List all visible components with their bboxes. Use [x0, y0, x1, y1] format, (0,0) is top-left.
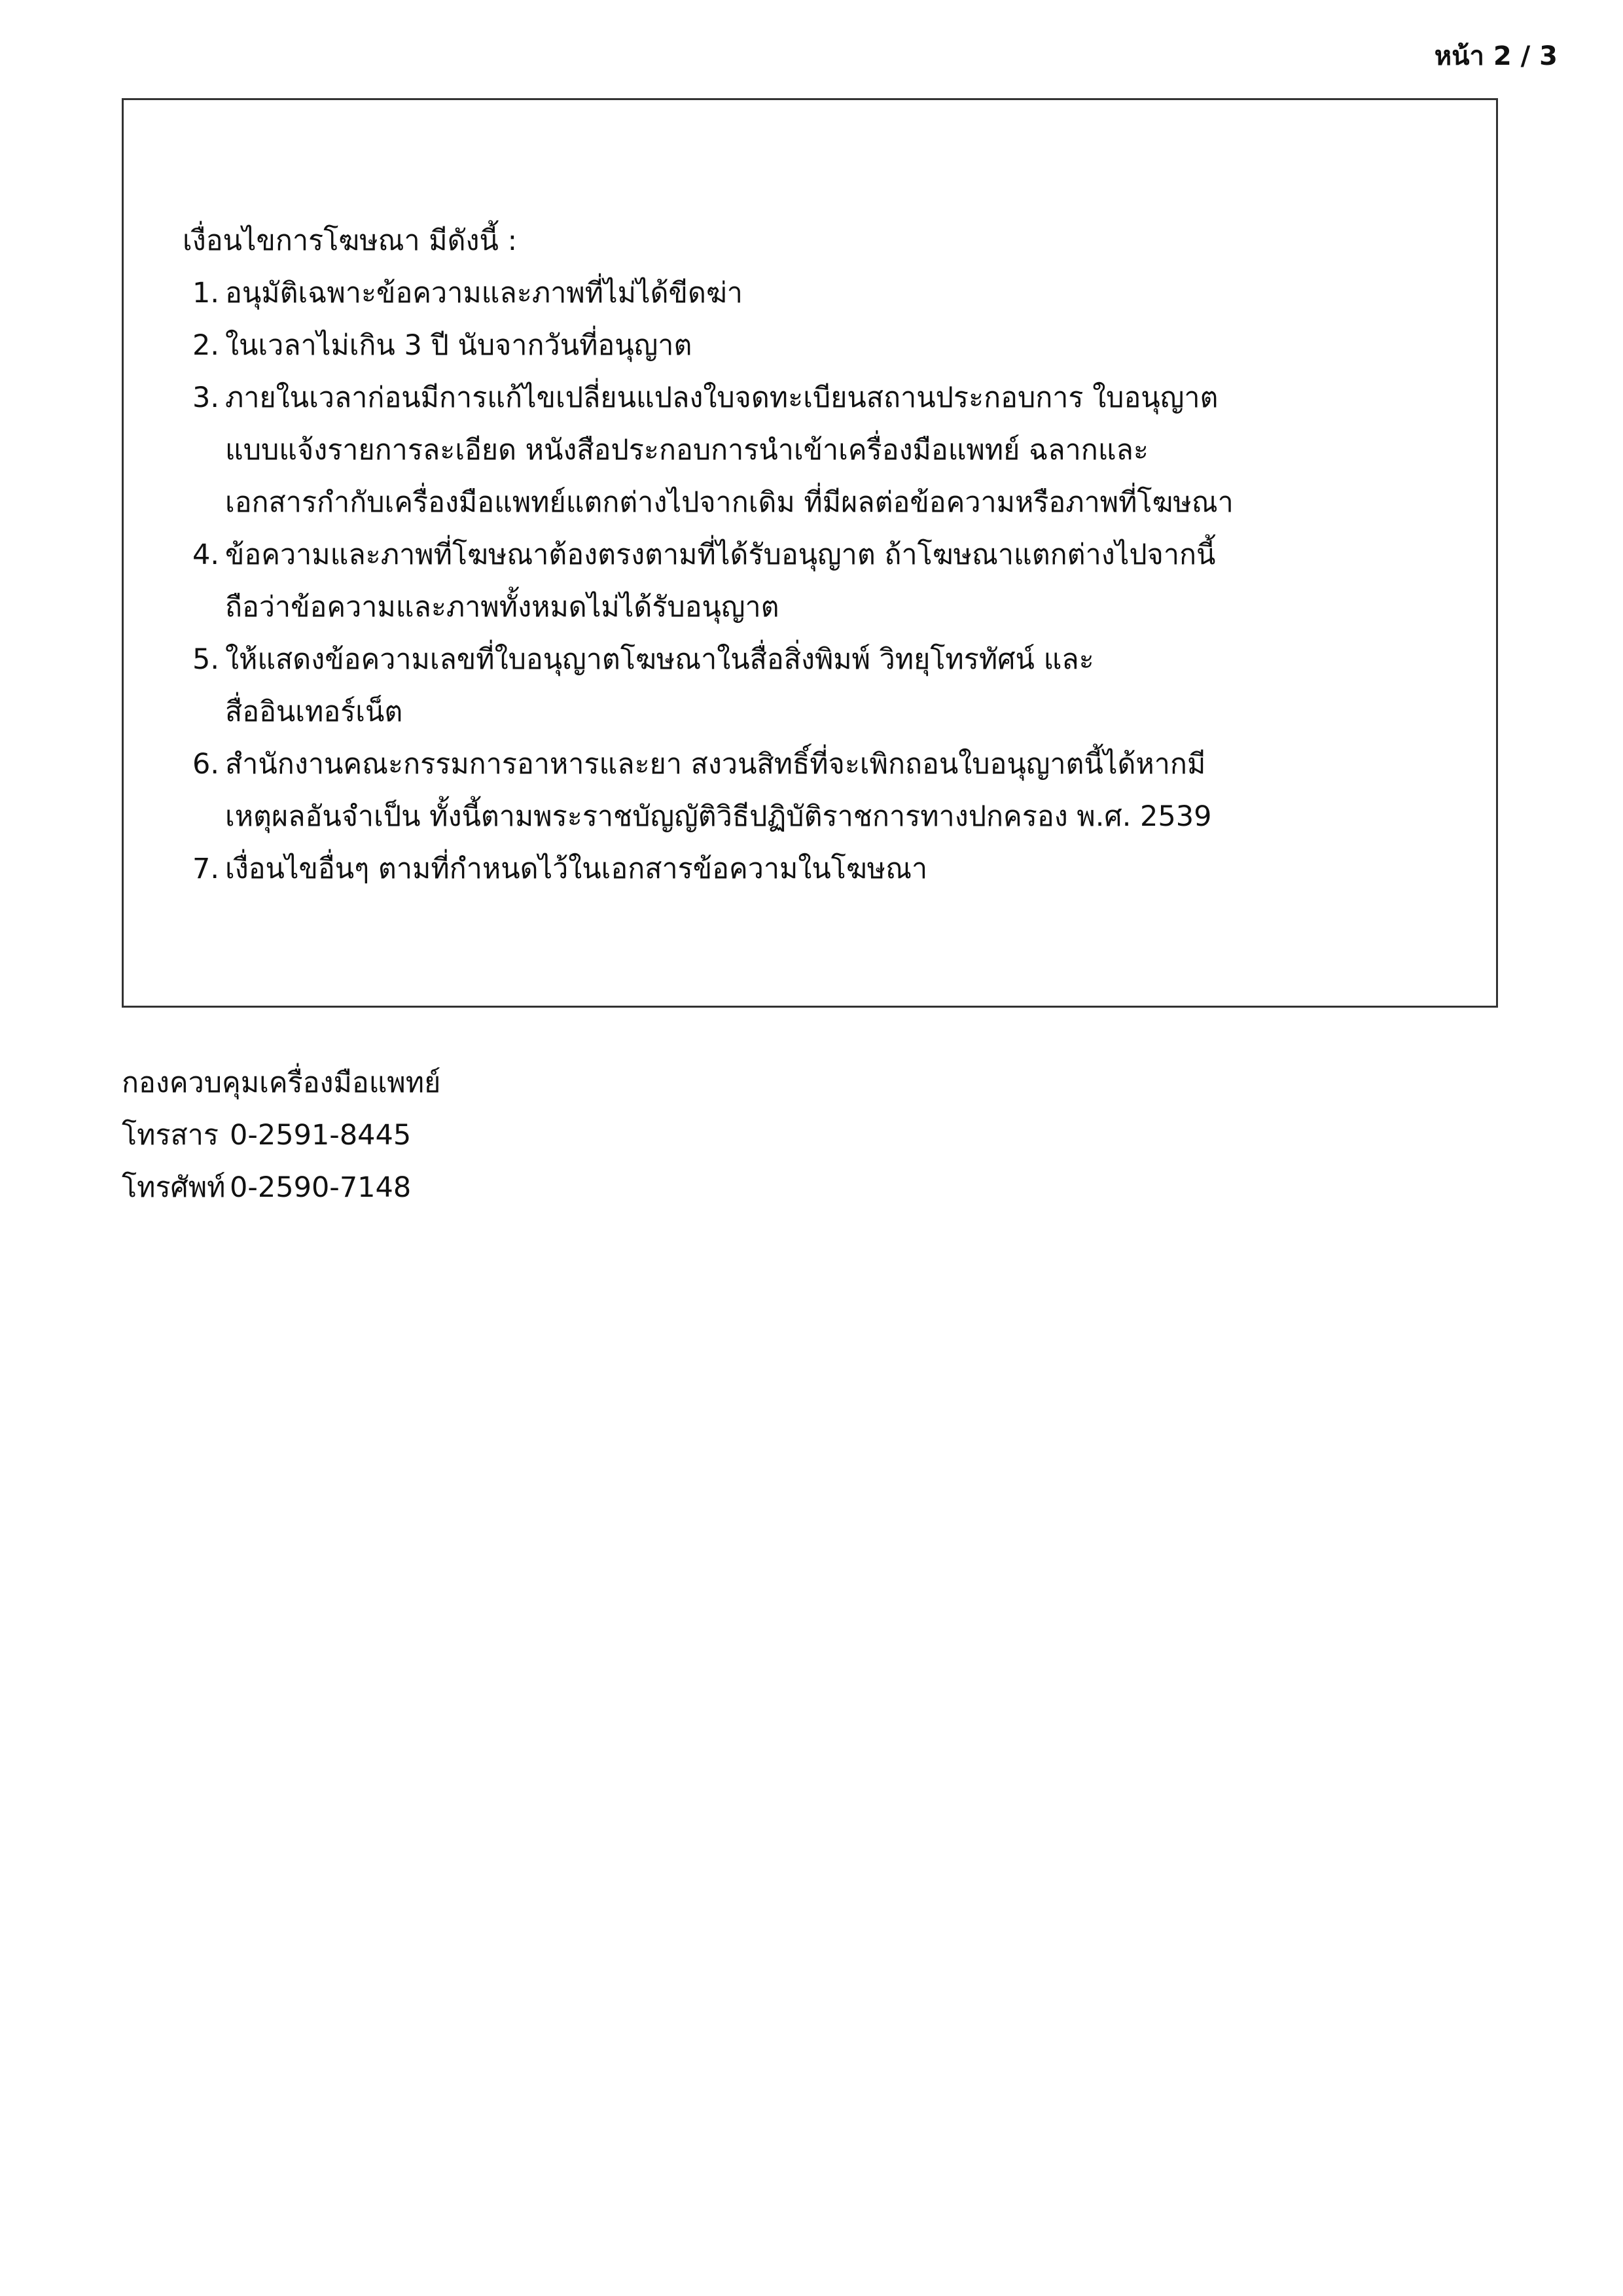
conditions-box — [122, 98, 1498, 1008]
conditions-list — [192, 267, 1475, 895]
condition-line: เอกสารกำกับเครื่องมือแพทย์แตกต่างไปจากเดิม ที่มีผลต่อข้อความหรือภาพที่โฆษณา — [225, 486, 1234, 519]
page-number: หน้า 2 / 3 — [1434, 41, 1558, 71]
condition-line: สื่ออินเทอร์เน็ต — [225, 696, 403, 728]
condition-line: เหตุผลอันจำเป็น ทั้งนี้ตามพระราชบัญญัติวิธีปฏิบัติราชการทางปกครอง พ.ศ. 2539 — [225, 800, 1212, 833]
condition-line: ถือว่าข้อความและภาพทั้งหมดไม่ได้รับอนุญาต — [225, 591, 779, 624]
condition-item-5 — [192, 633, 1475, 738]
conditions-heading: เงื่อนไขการโฆษณา มีดังนี้ : — [183, 224, 518, 257]
condition-item-1 — [192, 267, 1475, 319]
condition-text — [225, 267, 1475, 319]
condition-text — [225, 372, 1475, 529]
condition-item-7 — [192, 843, 1475, 895]
condition-item-4 — [192, 529, 1475, 633]
contact-block — [122, 1057, 440, 1214]
condition-line: สำนักงานคณะกรรมการอาหารและยา สงวนสิทธิ์ที่จะเพิกถอนใบอนุญาตนี้ได้หากมี — [225, 748, 1206, 781]
condition-line: ในเวลาไม่เกิน 3 ปี นับจากวันที่อนุญาต — [225, 329, 692, 362]
condition-number: 5. — [192, 643, 220, 676]
condition-line: ข้อความและภาพที่โฆษณาต้องตรงตามที่ได้รับอนุญาต ถ้าโฆษณาแตกต่างไปจากนี้ — [225, 539, 1216, 571]
condition-item-6 — [192, 738, 1475, 843]
condition-text — [225, 529, 1475, 633]
condition-text — [225, 843, 1475, 895]
condition-text — [225, 633, 1475, 738]
condition-number: 4. — [192, 539, 220, 571]
condition-number: 3. — [192, 381, 220, 414]
fax-label: โทรสาร — [122, 1119, 219, 1152]
division-name: กองควบคุมเครื่องมือแพทย์ — [122, 1067, 441, 1099]
condition-text — [225, 738, 1475, 843]
phone-label: โทรศัพท์ — [122, 1171, 226, 1204]
condition-number: 1. — [192, 277, 220, 309]
condition-line: เงื่อนไขอื่นๆ ตามที่กำหนดไว้ในเอกสารข้อความในโฆษณา — [225, 853, 928, 885]
phone-number: 0-2590-7148 — [230, 1171, 412, 1204]
condition-item-3 — [192, 372, 1475, 529]
condition-number: 7. — [192, 853, 220, 885]
condition-item-2 — [192, 319, 1475, 372]
fax-line — [122, 1109, 440, 1161]
condition-line: แบบแจ้งรายการละเอียด หนังสือประกอบการนำเข้าเครื่องมือแพทย์ ฉลากและ — [225, 434, 1149, 467]
fax-number: 0-2591-8445 — [230, 1119, 412, 1152]
condition-line: ภายในเวลาก่อนมีการแก้ไขเปลี่ยนแปลงใบจดทะเบียนสถานประกอบการ ใบอนุญาต — [225, 381, 1219, 414]
condition-text — [225, 319, 1475, 372]
condition-number: 2. — [192, 329, 220, 362]
condition-number: 6. — [192, 748, 220, 781]
condition-line: อนุมัติเฉพาะข้อความและภาพที่ไม่ได้ขีดฆ่า — [225, 277, 743, 309]
phone-line — [122, 1161, 440, 1214]
condition-line: ให้แสดงข้อความเลขที่ใบอนุญาตโฆษณาในสื่อสิ่งพิมพ์ วิทยุโทรทัศน์ และ — [225, 643, 1094, 676]
